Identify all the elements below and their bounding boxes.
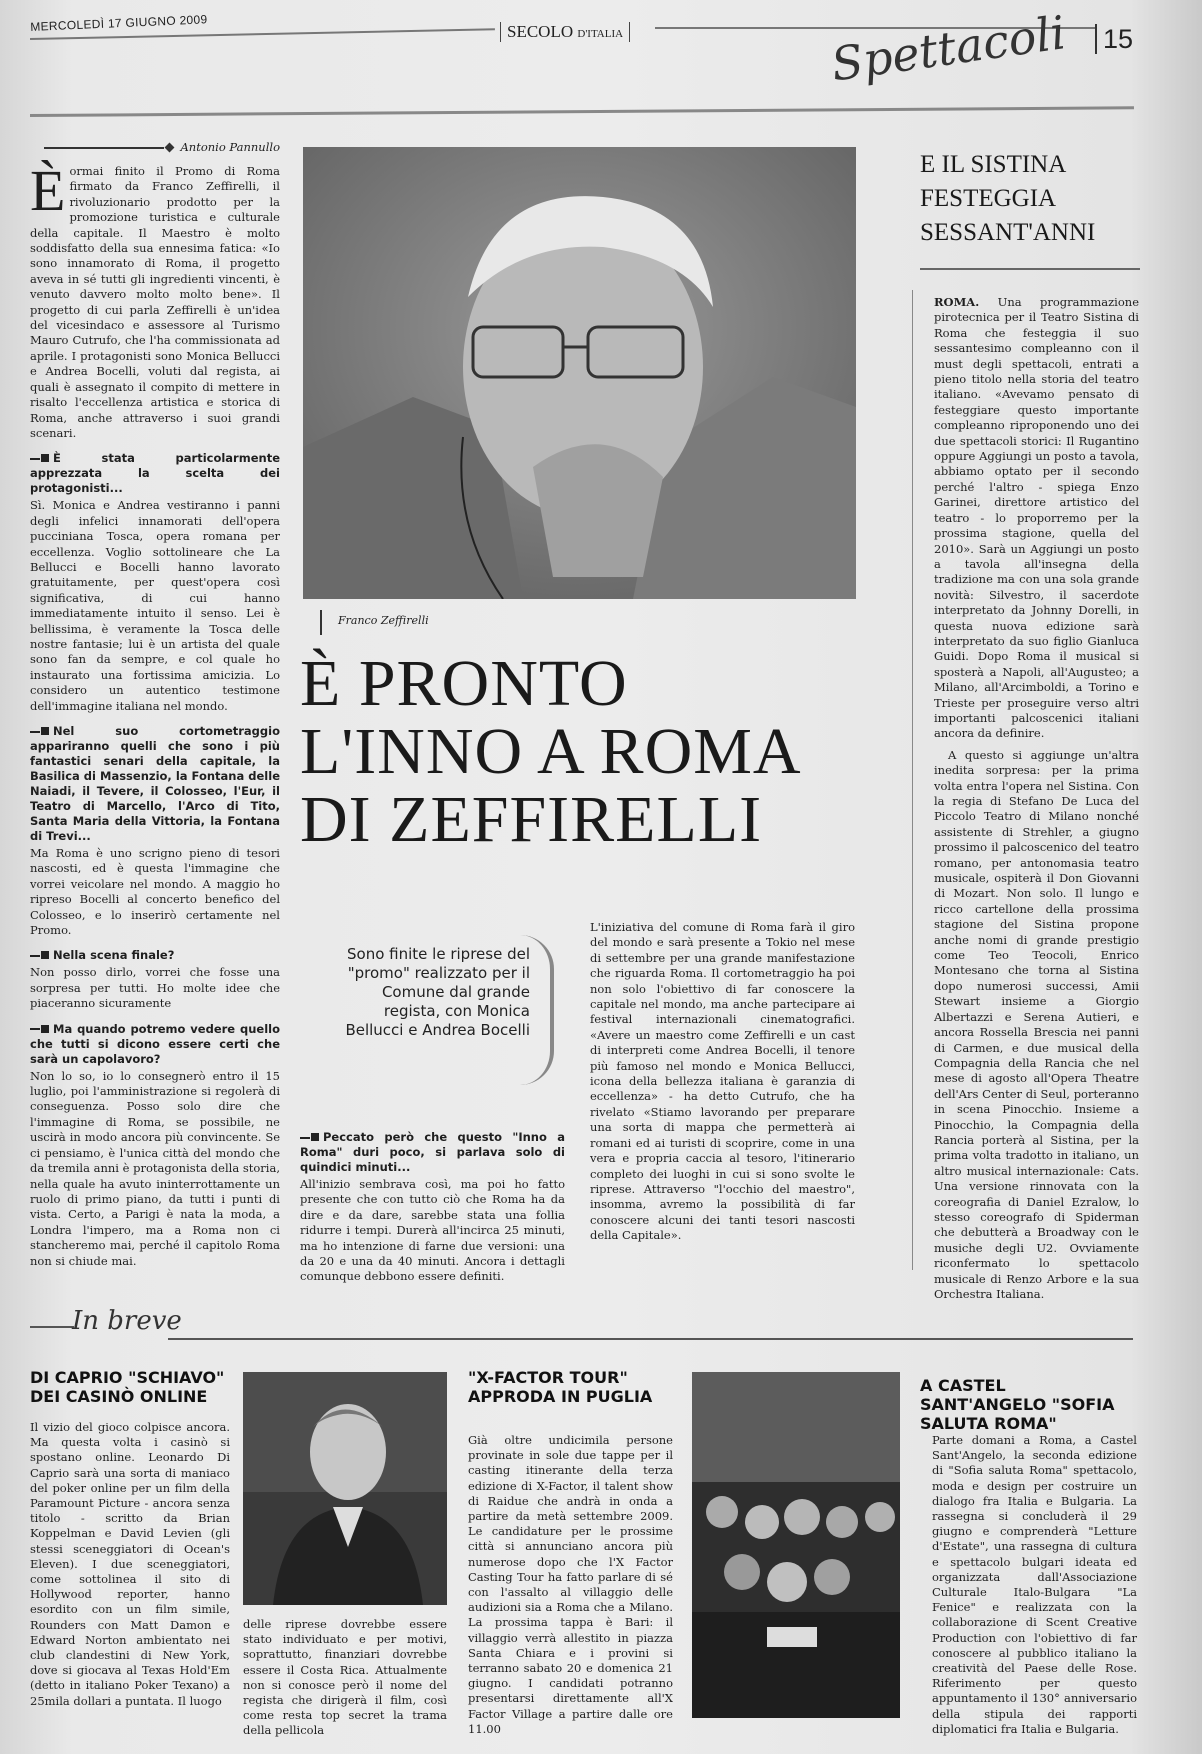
headline-line-2: L'INNO A ROMA (300, 715, 802, 788)
zeffirelli-photo (303, 147, 856, 599)
answer-2: Ma Roma è uno scrigno pieno di tesori nascosti, ed è questa l'immagine che vorrei veicolare nel mondo. A maggio ho ripreso Bocelli al concerto benefico del Colosseo, e lo inserirò certamente nel Promo. (30, 846, 280, 938)
masthead (500, 22, 630, 42)
answer-3: Non posso dirlo, vorrei che fosse una sorpresa per tutti. Ho molte idee che piaceranno sicuramente (30, 965, 280, 1011)
byline-diamond-icon (164, 143, 174, 153)
dicaprio-photo (243, 1372, 447, 1605)
sidebar-paragraph-1: ROMA. Una programmazione pirotecnica per il Teatro Sistina di Roma che festeggia il suo sessantesimo compleanno con il must degli spettacoli, entrati a pieno titolo nella storia del teatro italiano. «Avevamo pensato di festeggiare questo importante compleanno riproponendo uno dei due spettacoli storici: Il Rugantino oppure Aggiungi un posto a tavola, abbiamo optato per il secondo perché l'altro - spiega Enzo Garinei, direttore artistico del teatro - lo proporremo per la prossima stagione, quella del 2010». Sarà un Aggiungi un posto a tavola all'insegna della tradizione ma con una sola grande novità: Silvestro, il sacerdote interpretato da Johnny Dorelli, in questa nuova edizione sarà interpretato da suo figlio Gianluca Guidi. Dopo Roma il musical si sposterà a Napoli, all'Augusteo; a Milano, all'Arcimboldi, a Torino e Trieste per proseguire verso altri importanti palcoscenici italiani ancora da definire. (934, 295, 1139, 741)
answer-4: Non lo so, io lo consegnerò entro il 15 luglio, poi l'amministrazione si regolerà di conseguenza. Posso solo dire che l'immagine di Roma, se possibile, ne uscirà in modo ancora più convincente. Se ci pensiamo, è l'unica città del mondo che da tremila anni è protagonista della storia, nella quale ha avuto ininterrottamente un ruolo di primo piano, da tutti i punti di vista. Certo, a Parigi è nata la moda, a Londra l'impero, ma a Roma non ci stancheremo mai, perché il capitolo Roma non si chiude mai. (30, 1068, 280, 1268)
group-photo-icon (692, 1372, 900, 1718)
masthead-name: SECOLO (507, 22, 574, 41)
sidebar-dateline: ROMA. (934, 295, 980, 309)
brevi-3-title: A CASTEL SANT'ANGELO "SOFIA SALUTA ROMA" (920, 1376, 1115, 1433)
answer-5: All'inizio sembrava così, ma poi ho fatto presente che con tutto ciò che Roma ha da dire e da dare, sarebbe stata una follia ridurre i tempi. Durerà all'incirca 25 minuti, ma ho intenzione di farne due versioni: una da 20 e una da 40 minuti. Ancora i dettagli comunque debbono essere definiti. (300, 1177, 565, 1284)
question-3: Nella scena finale? (30, 948, 280, 963)
headline-line-3: DI ZEFFIRELLI (300, 783, 763, 856)
answer-5-continued: L'iniziativa del comune di Roma farà il giro del mondo e sarà presente a Tokio nel mese di settembre per una grande manifestazione che riguarda Roma. Il cortometraggio ha poi non solo l'obiettivo di far conoscere la capitale nel mondo, ma anche partecipare ai festival internazionali cinematografici. «Avere un maestro come Zeffirelli e un cast di interpreti come Andrea Bocelli, il tenore più famoso nel mondo e Monica Bellucci, icona della bellezza italiana è garanzia di eccellenza» - ha detto Cutrufo, che ha rivelato «Stiamo lavorando per preparare una sorta di mappa che permetterà ai romani ed ai turisti di scoprire, come in una vera e propria caccia al tesoro, l'itinerario completo dei luoghi in cui si sono svolte le riprese. Attraverso "l'occhio del maestro", insomma, avremo la possibilità di far conoscere alcuni dei tanti tesori nascosti della Capitale». (590, 920, 855, 1243)
brevi-2-text: Già oltre undicimila persone provinate in sole due tappe per il casting itinerante della terza edizione di X-Factor, il talent show di Raidue che andrà in onda a partire da metà settembre 2009. Le candidature per le prossime città si annunciano ancora più numerose dopo che l'X Factor Casting Tour ha fatto parlare di sé con l'assalto al villaggio delle audizioni sia a Roma che a Milano. La prossima tappa è Bari: il villaggio verrà allestito in piazza Santa Chiara e i provini si terranno sabato 20 e domenica 21 giugno. I candidati potranno presentarsi direttamente all'X Factor Village a partire dalle ore 11.00 (468, 1433, 673, 1736)
brevi-1-text: Il vizio del gioco colpisce ancora. Ma questa volta i casinò si spostano online. Leonardo Di Caprio sarà una sorta di maniaco del poker online per un film della Paramount Picture - ancora senza titolo - scritto da Brian Koppelman e David Levien (gli stessi sceneggiatori di Ocean's Eleven). I due sceneggiatori, come sottolinea il sito di Hollywood reporter, hanno esordito con un film simile, Rounders con Matt Damon e Edward Norton ambientato nei club clandestini di New York, dove si giocava al Texas Hold'Em (detto in italiano Poker Texano) a 25mila dollari a puntata. Il luogo (30, 1420, 230, 1708)
summary-bracket (520, 935, 554, 1085)
photo-caption: Franco Zeffirelli (338, 614, 429, 627)
section-title: Spettacoli (828, 5, 1069, 92)
drop-cap: È (30, 158, 66, 223)
xfactor-photo (692, 1372, 900, 1718)
in-breve-label: In breve (72, 1306, 182, 1336)
brevi-1-text-continued: delle riprese dovrebbe essere stato individuato e per motivi, soprattutto, finanziari dovrebbe essere il Costa Rica. Attualmente non si conosce però il nome del regista che dirigerà il film, così come resta top secret la trama della pellicola (243, 1617, 447, 1738)
sidebar-divider (912, 290, 913, 1270)
headline-line-1: È PRONTO (300, 647, 628, 720)
question-2: Nel suo cortometraggio appariranno quelli che sono i più fantastici senari della capitale, la Basilica di Massenzio, la Fontana delle Naiadi, il Tevere, il Colosseo, l'Eur, il Teatro di Marcello, l'Arco di Tito, Santa Maria della Vittoria, la Fontana di Trevi... (30, 724, 280, 843)
article-body-right (590, 920, 855, 1250)
masthead-suffix: D'ITALIA (577, 28, 624, 40)
question-1: È stata particolarmente apprezzata la scelta dei protagonisti... (30, 451, 280, 496)
sidebar-title: E IL SISTINA FESTEGGIA SESSANT'ANNI (920, 151, 1096, 246)
left-column (30, 140, 280, 1275)
article-body-center (300, 1130, 565, 1291)
caption-rule (320, 610, 322, 635)
brevi-3-text: Parte domani a Roma, a Castel Sant'Angelo, la seconda edizione di "Sofia saluta Roma" spettacolo, moda e design per costruire un dialogo fra Italia e Bulgaria. La rassegna si concluderà il 29 giugno e comprenderà "Letture d'Estate", una rassegna di cultura e spettacolo bulgari ideata ed organizzata dall'Associazione Culturale Italo-Bulgara "La Fenice" e realizzata con la collaborazione di Scent Creative Production con l'obiettivo di far conoscere al pubblico italiano la creatività del Paese delle Rose. Riferimento per questo appuntamento il 130° anniversario della stipula dei rapporti diplomatici fra Italia e Bulgaria. (932, 1433, 1137, 1736)
portrait-photo-icon (243, 1372, 447, 1605)
byline (30, 140, 280, 154)
sidebar-body (934, 295, 1139, 1308)
question-4: Ma quando potremo vedere quello che tutti si dicono essere certi che sarà un capolavoro? (30, 1021, 280, 1066)
question-5: Peccato però che questo "Inno a Roma" duri poco, si parlava solo di quindici minuti... (300, 1130, 565, 1174)
header-date: MERCOLEDÌ 17 GIUGNO 2009 (30, 12, 208, 34)
portrait-photo-icon (303, 147, 856, 599)
summary-deck: Sono finite le riprese del "promo" realizzato per il Comune dal grande regista, con Monica Bellucci e Andrea Bocelli (345, 945, 530, 1039)
in-breve-rule (168, 1338, 1133, 1340)
brevi-2-title: "X-FACTOR TOUR" APPRODA IN PUGLIA (468, 1368, 653, 1406)
lead-paragraph: Èormai finito il Promo di Roma firmato da Franco Zeffirelli, il rivoluzionario prodotto per la promozione turistica e culturale della capitale. Il Maestro è molto soddisfatto della sua ennesima fatica: «Io sono innamorato di Roma, il progetto aveva in sé tutti gli ingredienti vincenti, è venuto davvero molto molto bene». Il progetto di cui parla Zeffirelli è un'idea del vicesindaco e assessore al Turismo Mauro Cutrufo, che l'ha commissionata ad aprile. I protagonisti sono Monica Bellucci e Andrea Bocelli, voluti dal regista, ai quali è assegnato il compito di mettere in risalto l'eccellenza artistica e storica di Roma, anche attraverso i suoi grandi scenari. (30, 158, 280, 440)
answer-1: Sì. Monica e Andrea vestiranno i panni degli infelici innamorati dell'opera pucciniana Tosca, opera romana per eccellenza. Voglio sottolineare che La Bellucci e Bocelli hanno lavorato gratuitamente, per quest'opera così significativa, di cui hanno immediatamente intuito il senso. Lei è bellissima, è veramente la Tosca delle nostre fantasie; lui è un artista del quale sono fan da sempre, e col quale ho instaurato una fortissima amicizia. Lo considero un autentico testimone dell'immagine italiana nel mondo. (30, 498, 280, 713)
page-number: 15 (1095, 24, 1133, 54)
sidebar-sistina (920, 148, 1140, 280)
brevi-1-title: DI CAPRIO "SCHIAVO" DEI CASINÒ ONLINE (30, 1368, 225, 1406)
author: Antonio Pannullo (180, 140, 280, 154)
sidebar-rule (920, 268, 1140, 270)
headline (300, 647, 860, 856)
byline-rule (44, 147, 164, 149)
header-rule-bottom (30, 106, 1134, 117)
in-breve-rule-left (30, 1326, 74, 1328)
article-body-left (30, 158, 280, 1269)
sidebar-paragraph-2: A questo si aggiunge un'altra inedita sorpresa: per la prima volta entra l'opera nel Sistina. Con la regia di Stefano De Luca del Piccolo Teatro di Milano nonché assistente di Strehler, a giugno prossimo il palcoscenico del teatro romano, per antonomasia teatro musicale, ospiterà il Don Giovanni di Mozart. Non solo. Il lungo e ricco cartellone della prossima stagione del Sistina propone anche nomi di grande prestigio come Teo Teocoli, Enrico Montesano che torna al Sistina dopo numerosi successi, Amii Stewart insieme a Giorgio Albertazzi e Serena Autieri, e ancora Rossella Brescia nei panni di Carmen, e due musical della Compagnia della Rancia che nel mese di agosto all'Opera Theatre dell'Ars Center di Seul, porteranno in scena Pinocchio. Insieme a Pinocchio, la Compagnia della Rancia porterà al Sistina, per la prima volta tradotto in italiano, un altro musical internazionale: Cats. Una versione rinnovata con la coreografia di Daniel Ezralow, lo stesso coreografo di Spiderman che debutterà a Broadway con le musiche degli U2. Ovviamente riconfermato lo spettacolo musicale di Renzo Arbore e la sua Orchestra Italiana. (934, 747, 1139, 1301)
